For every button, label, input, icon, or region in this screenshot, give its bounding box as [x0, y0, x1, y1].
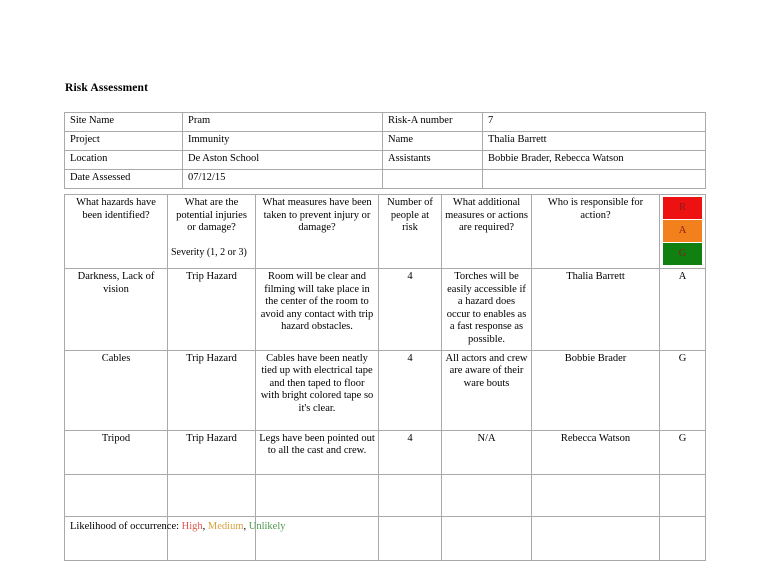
column-header-number-at-risk: Number of people at risk: [379, 195, 442, 269]
severity-note: Severity (1, 2 or 3): [171, 246, 247, 258]
column-header-additional-measures: What additional measures or actions are required?: [442, 195, 532, 269]
cell-additional-measures: All actors and crew are aware of their ware bouts: [442, 350, 532, 430]
table-row: [65, 430, 706, 474]
cell-responsible: [532, 474, 660, 516]
cell-hazard: [65, 474, 168, 516]
table-row: [65, 350, 706, 430]
column-header-injury-text: What are the potential injuries or damage?: [176, 197, 247, 234]
likelihood-spacer-number: [379, 516, 442, 560]
cell-injury: Trip Hazard: [168, 430, 256, 474]
cell-measures: Legs have been pointed out to all the cast and crew.: [256, 430, 379, 474]
cell-number-at-risk: 4: [379, 350, 442, 430]
cell-hazard: Cables: [65, 350, 168, 430]
likelihood-label: Likelihood of occurrence:: [70, 520, 180, 532]
info-label-empty: [383, 170, 483, 189]
cell-responsible: Thalia Barrett: [532, 269, 660, 351]
likelihood-spacer-responsible: [532, 516, 660, 560]
page-title: Risk Assessment: [65, 82, 149, 94]
rag-key-red: R: [663, 197, 702, 220]
likelihood-sep-2: ,: [243, 520, 247, 532]
likelihood-medium: Medium: [207, 520, 244, 532]
table-row: [65, 170, 706, 189]
rag-key-green: G: [663, 243, 702, 265]
likelihood-sep-1: ,: [202, 520, 206, 532]
cell-hazard: Tripod: [65, 430, 168, 474]
info-value-assistants: Bobbie Brader, Rebecca Watson: [483, 151, 706, 170]
column-header-responsible: Who is responsible for action?: [532, 195, 660, 269]
cell-injury: Trip Hazard: [168, 269, 256, 351]
cell-additional-measures: [442, 474, 532, 516]
column-header-hazard: What hazards have been identified?: [65, 195, 168, 269]
rag-key-legend: [660, 195, 706, 269]
table-row-empty: [65, 474, 706, 516]
info-label-name: Name: [383, 132, 483, 151]
info-label-project: Project: [65, 132, 183, 151]
rag-key-amber: A: [663, 220, 702, 243]
likelihood-spacer-rag: [660, 516, 706, 560]
info-value-name: Thalia Barrett: [483, 132, 706, 151]
info-label-assistants: Assistants: [383, 151, 483, 170]
column-header-injury: [168, 195, 256, 269]
table-row: [65, 113, 706, 132]
cell-rag-rating: G: [660, 430, 706, 474]
cell-rag-rating: A: [660, 269, 706, 351]
info-label-date-assessed: Date Assessed: [65, 170, 183, 189]
cell-responsible: Bobbie Brader: [532, 350, 660, 430]
cell-hazard: Darkness, Lack of vision: [65, 269, 168, 351]
likelihood-text: [70, 520, 286, 533]
table-row: [65, 269, 706, 351]
cell-number-at-risk: 4: [379, 430, 442, 474]
cell-rag-rating: G: [660, 350, 706, 430]
likelihood-row: [65, 516, 706, 560]
info-label-location: Location: [65, 151, 183, 170]
info-value-risk-a-number: 7: [483, 113, 706, 132]
cell-injury: Trip Hazard: [168, 350, 256, 430]
project-info-table: [64, 112, 706, 189]
cell-injury: [168, 474, 256, 516]
cell-number-at-risk: 4: [379, 269, 442, 351]
column-header-measures: What measures have been taken to prevent injury or damage?: [256, 195, 379, 269]
cell-measures: [256, 474, 379, 516]
info-label-site-name: Site Name: [65, 113, 183, 132]
info-value-site-name: Pram: [183, 113, 383, 132]
cell-rag-rating: [660, 474, 706, 516]
likelihood-unlikely: Unlikely: [248, 520, 286, 532]
cell-additional-measures: Torches will be easily accessible if a hazard does occur to enables as a fast response as possible.: [442, 269, 532, 351]
table-row: [65, 132, 706, 151]
cell-additional-measures: N/A: [442, 430, 532, 474]
info-label-risk-a-number: Risk-A number: [383, 113, 483, 132]
cell-responsible: Rebecca Watson: [532, 430, 660, 474]
info-value-date-assessed: 07/12/15: [183, 170, 383, 189]
likelihood-spacer-additional: [442, 516, 532, 560]
likelihood-high: High: [181, 520, 203, 532]
risk-assessment-table: [64, 194, 706, 561]
cell-number-at-risk: [379, 474, 442, 516]
table-row: [65, 151, 706, 170]
info-value-project: Immunity: [183, 132, 383, 151]
table-header-row: [65, 195, 706, 269]
info-value-empty: [483, 170, 706, 189]
likelihood-legend: [65, 516, 286, 560]
cell-measures: Cables have been neatly tied up with electrical tape and then taped to floor with bright colored tape so it's clear.: [256, 350, 379, 430]
cell-measures: Room will be clear and filming will take place in the center of the room to avoid any contact with trip hazard obstacles.: [256, 269, 379, 351]
info-value-location: De Aston School: [183, 151, 383, 170]
